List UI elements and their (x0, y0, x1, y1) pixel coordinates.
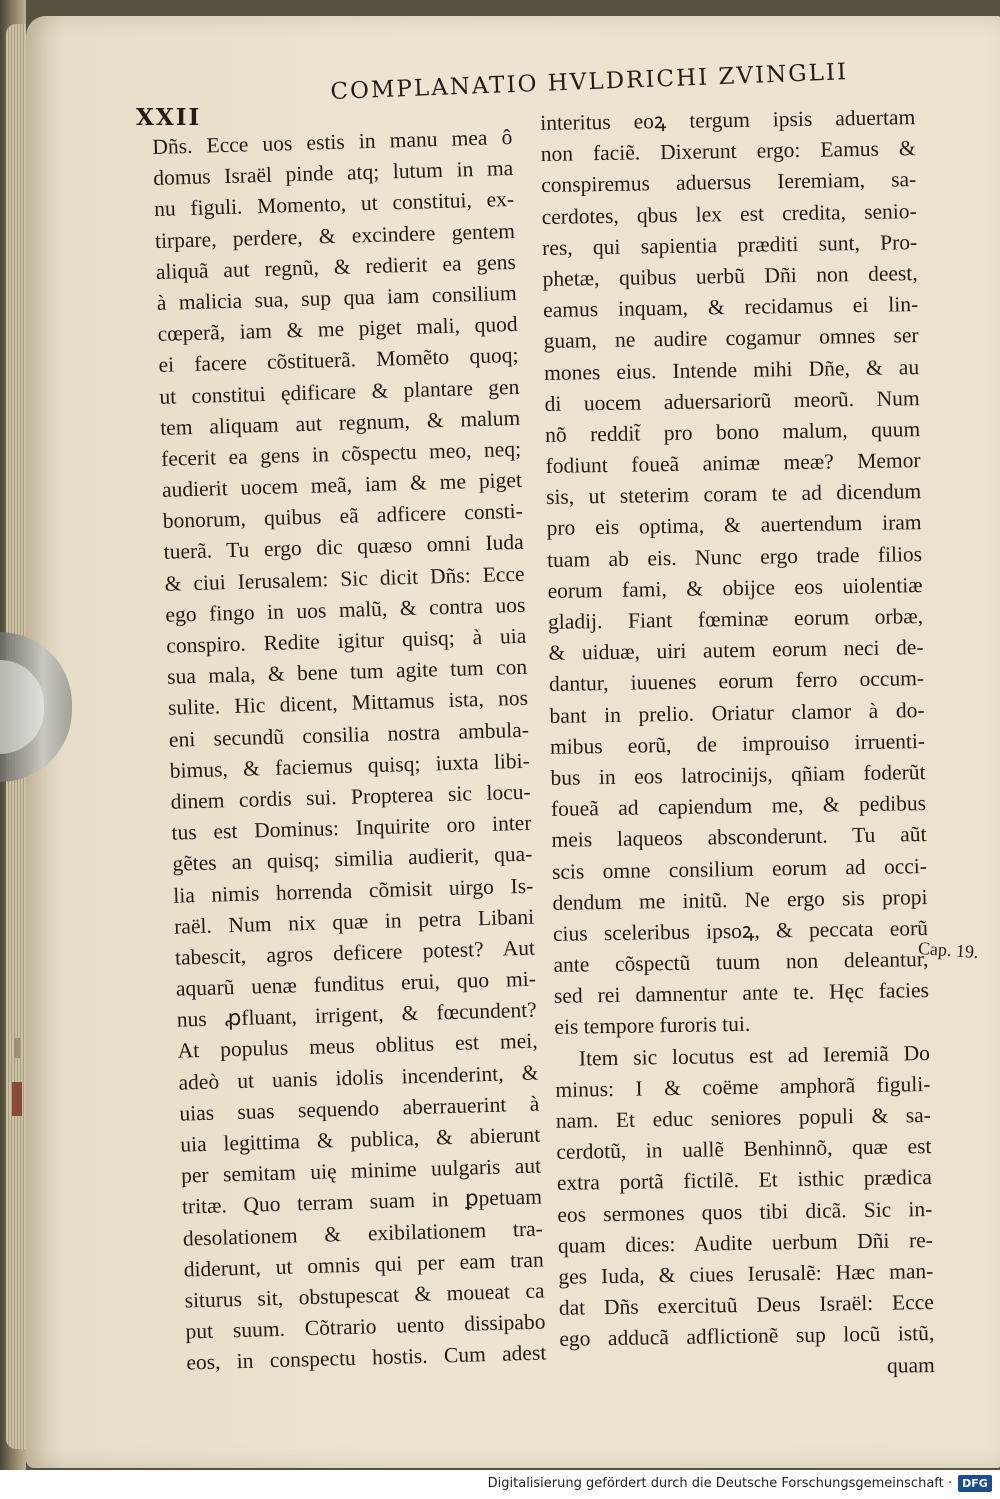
text-line: per semitam uię minime uulgaris aut (180, 1153, 542, 1188)
text-line: bant in prelio. Oriatur clamor à do- (549, 697, 925, 728)
text-line: minus: I & coëme amphorã figuli- (555, 1071, 931, 1102)
text-line: ges Iuda, & ciues Ierusalẽ: Hæc man- (558, 1258, 934, 1289)
text-line: nu figuli. Momento, ut constitui, ex- (153, 187, 515, 222)
text-line: mibus eorũ, de improuiso irruenti- (549, 728, 926, 759)
text-line: tirpare, perdere, & excindere gentem (154, 218, 516, 253)
text-line: scis omne consilium eorum ad occi- (551, 853, 928, 884)
text-line: ego fingo in uos malũ, & contra uos (165, 592, 526, 627)
text-line: extra portã fictilẽ. Et isthic prædica (556, 1165, 933, 1196)
text-line: di uocem aduersariorũ meorũ. Num (544, 385, 920, 416)
text-line: eorum fami, & obijce eos uiolentiæ (547, 572, 923, 603)
text-line: cœperã, iam & me piget mali, quod (157, 311, 518, 347)
text-line: & uiduæ, uiri autem eorum neci de- (548, 635, 924, 666)
text-line: eis tempore furoris tui. (554, 1012, 751, 1040)
text-line: dinem cordis sui. Propterea sic locu- (170, 779, 531, 814)
text-line: sulite. Hic dicent, Mittamus ista, nos (167, 686, 529, 721)
text-line: sis, ut steterim coram te ad dicendum (545, 479, 922, 510)
text-line: non faciẽ. Dixerunt ergo: Eamus & (540, 136, 916, 167)
text-line: cerdotes, qbus lex est credita, senio- (541, 198, 917, 229)
text-line: tritæ. Quo terram suam in ꝑpetuam (181, 1184, 543, 1219)
text-line: At populus meus oblitus est mei, (177, 1029, 538, 1064)
text-line: pro eis optima, & auertendum iram (546, 510, 922, 541)
text-line: domus Israël pinde atq; lutum in ma (152, 156, 514, 191)
text-line: gladij. Fiant fœminæ eorum orbæ, (547, 604, 924, 634)
right-text-column (540, 102, 935, 1386)
text-line: bus in eos latrocinijs, qñiam foderũt (550, 759, 926, 790)
text-line: quam dices: Audite uerbum Dñi re- (557, 1227, 934, 1258)
text-line: & ciui Ierusalem: Sic dicit Dñs: Ecce (164, 561, 525, 596)
text-line: eamus inquam, & recidamus ei lin- (542, 292, 919, 323)
text-line: quam (886, 1352, 935, 1378)
text-line: tuerã. Tu ergo dic quæso omni Iuda (163, 530, 524, 565)
text-line: interitus eoꝝ tergum ipsis aduertam (540, 105, 916, 135)
folio-number: XXII (136, 104, 202, 131)
text-line: raël. Num nix quæ in petra Libani (173, 904, 535, 939)
footer-bar (0, 1470, 1000, 1499)
text-line: adeò ut uanis idolis incenderint, & (178, 1060, 539, 1095)
text-line: aliquã aut regnũ, & redierit ea gens (155, 249, 517, 284)
text-line: guam, ne audire cogamur omnes ser (543, 323, 919, 354)
text-line: nam. Et educ seniores populi & sa- (555, 1102, 932, 1133)
text-line: tem aliquam aut regnum, & malum (159, 405, 521, 440)
bookmark-tab (12, 1082, 22, 1116)
text-line: foueã ad capiendum me, & pedibus (550, 791, 927, 822)
text-line: eni secundũ consilia nostra ambula- (168, 717, 530, 752)
text-line: put suum. Cõtrario uento dissipabo (185, 1309, 546, 1344)
text-line: Item sic locutus est ad Ieremiã Do (578, 1040, 931, 1071)
text-line: sua mala, & bene tum agite tum con (166, 654, 528, 689)
text-line: cerdotũ, in uallẽ Benhinnõ, quæ est (556, 1134, 932, 1165)
text-line: mones eius. Intende mihi Dñe, & au (543, 354, 920, 385)
text-line: res, qui sapientia præditi sunt, Pro- (542, 229, 918, 260)
text-line: uia legittima & publica, & abierunt (179, 1122, 541, 1157)
text-line: nus ꝓfluant, irrigent, & fœcundent? (176, 997, 537, 1032)
text-line: cius sceleribus ipsoꝝ, & peccata eorũ (552, 915, 929, 946)
text-line: gẽtes an quisq; similia audierit, qua- (172, 841, 533, 877)
text-line: eos, in conspectu hostis. Cum adest (186, 1340, 547, 1375)
text-line: dat Dñs exercituũ Deus Israël: Ecce (558, 1290, 934, 1320)
text-line: diderunt, ut omnis qui per eam tran (183, 1247, 544, 1282)
text-line: ut constitui ędificare & plantare gen (159, 374, 520, 409)
running-title: COMPLANATIO HVLDRICHI ZVINGLII (330, 59, 849, 105)
text-line: lia nimis horrenda cõmisit uirgo Is- (172, 873, 534, 908)
text-line: bimus, & faciemus quisq; iuxta libi- (169, 748, 531, 783)
text-line: meis laqueos absconderunt. Tu aũt (551, 822, 927, 853)
text-line: ego adducã adflictionẽ sup locũ istũ, (559, 1321, 935, 1352)
text-line: nõ reddit̃ pro bono malum, quum (544, 416, 921, 447)
text-line: audierit uocem meã, iam & me piget (161, 467, 523, 502)
text-line: uias suas sequendo aberrauerint à (179, 1091, 540, 1126)
dfg-logo: DFG (958, 1475, 992, 1492)
text-line: fecerit ea gens in cõspectu meo, neq; (160, 436, 522, 471)
text-line: tuam ab eis. Nunc ergo trade filios (546, 541, 923, 572)
text-line: tus est Dominus: Inquirite oro inter (171, 810, 532, 845)
text-line: fodiunt foueã animæ meæ? Memor (545, 448, 921, 479)
text-line: desolationem & exibilationem tra- (182, 1216, 544, 1251)
footer-credit: Digitalisierung gefördert durch die Deutsche Forschungsgemeinschaft · (487, 1476, 952, 1491)
text-line: à malicia sua, sup qua iam consilium (156, 280, 517, 315)
text-line: aquarũ uenæ funditus erui, quo mi- (175, 966, 537, 1001)
text-line: dantur, iuuenes eorum ferro occum- (548, 666, 925, 697)
text-line: siturus sit, obstupescat & moueat ca (184, 1278, 545, 1313)
edge-mark (14, 1038, 20, 1058)
text-line: eos sermones quos tibi dicã. Sic in- (557, 1196, 933, 1227)
text-line: Dñs. Ecce uos estis in manu mea ô (152, 124, 513, 159)
text-line: conspiremus aduersus Ieremiam, sa- (541, 167, 917, 198)
text-line: tabescit, agros deficere potest? Aut (174, 935, 536, 970)
text-line: bonorum, quibus eã adficere consti- (162, 499, 524, 534)
marginal-note: Cap. 19. (917, 937, 980, 963)
text-line: sed rei damnentur ante te. Hęc facies (553, 978, 930, 1009)
left-text-column (152, 122, 547, 1379)
text-line: dendum me initũ. Ne ergo sis propi (552, 884, 928, 915)
text-line: conspiro. Redite igitur quisq; à uia (166, 623, 527, 658)
text-line: phetæ, quibus uerbũ Dñi non deest, (542, 261, 918, 291)
text-line: ei facere cõstituerã. Momẽto quoq; (158, 343, 519, 378)
text-line: ante cõspectũ tuum non deleantur, (553, 947, 929, 977)
